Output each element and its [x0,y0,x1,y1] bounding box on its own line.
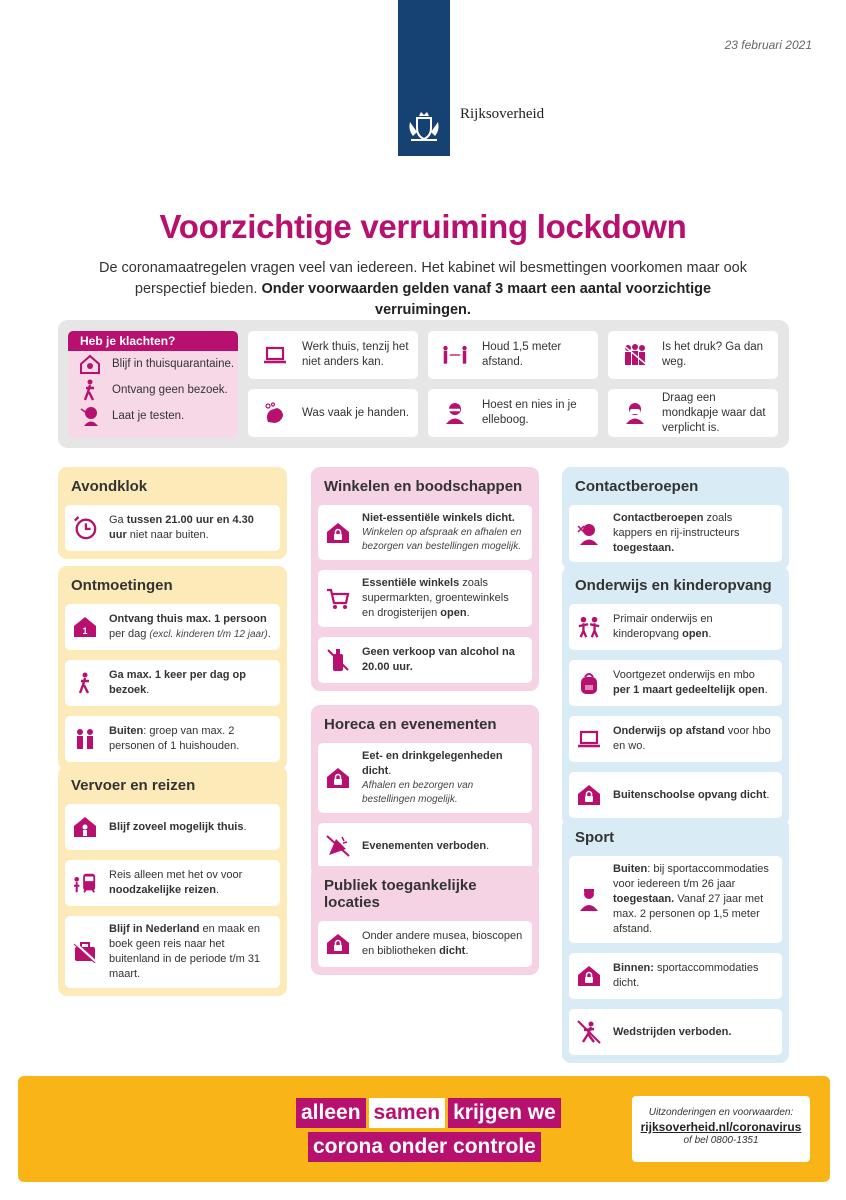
phone-text: of bel 0800-1351 [683,1135,759,1146]
contact-text: Contactberoepen zoals kappers en rij-instructeurs toegestaan. [613,512,740,554]
onderwijs-text: Onderwijs op afstand voor hbo en wo. [613,725,771,752]
vervoer-section [58,766,287,996]
ontmoetingen-text: Ontvang thuis max. 1 persoon per dag (excl. kinderen t/m 12 jaar). [109,613,271,640]
slogan [296,1098,564,1166]
ontmoetingen-text: Ga max. 1 keer per dag op bezoek. [109,669,246,696]
vervoer-text: Reis alleen met het ov voor noodzakelijke reizen. [109,869,243,896]
ontmoetingen-card [65,660,280,706]
section-title: Publiek toegankelijke locaties [324,877,477,911]
klachten-title: Heb je klachten? [68,331,238,351]
house-person-icon [73,814,97,840]
section-title: Horeca en evenementen [324,716,497,733]
general-measures [58,320,789,448]
winkelen-text: Essentiële winkels zoals supermarkten, groentewinkels en drogisterijen open. [362,577,509,619]
contact-section [562,467,789,570]
footer-banner [18,1076,830,1182]
horeca-card [318,743,532,813]
avondklok-card [65,505,280,551]
horeca-text: Evenementen verboden. [362,839,490,852]
publiek-text: Onder andere musea, bioscopen en bibliotheken dicht. [362,930,523,957]
backpack-icon [577,670,601,696]
vervoer-card [65,860,280,906]
svg-text:1: 1 [82,626,88,636]
winkelen-card [318,570,532,627]
info-label: Uitzonderingen en voorwaarden: [648,1107,794,1118]
section-title: Contactberoepen [575,478,699,495]
coat-of-arms-icon [407,112,441,142]
vervoer-card [65,804,280,850]
mondkapje-text: Draag een mondkapje waar dat verplicht is. [662,391,766,434]
druk-text: Is het druk? Ga dan weg. [662,341,764,368]
handen-card [248,389,418,437]
website-link[interactable]: rijksoverheid.nl/coronavirus [640,1120,802,1134]
horeca-section [311,705,539,877]
hairdresser-icon [577,521,601,547]
klachten-item [68,403,238,429]
avondklok-section [58,467,287,559]
intro-text: De coronamaatregelen vragen veel van iedereen. Het kabinet wil besmettingen voorkomen maar ook perspectief bieden. [98,260,748,297]
ontmoetingen-card [65,716,280,762]
vervoer-text: Blijf in Nederland en maak en boek geen reis naar het buitenland in de periode t/m 31 maart. [109,923,261,980]
contact-card [569,505,782,562]
face-mask-icon [622,400,648,426]
wash-hands-icon [262,400,288,426]
klachten-label: Ontvang geen bezoek. [112,384,228,396]
onderwijs-section [562,566,789,826]
winkelen-section [311,467,539,691]
ontmoetingen-section [58,566,287,770]
section-title: Avondklok [71,478,148,495]
winkelen-text: Geen verkoop van alcohol na 20.00 uur. [362,646,515,673]
closed-building-icon [326,765,350,791]
clock-icon [73,515,97,541]
no-travel-suitcase-icon [73,939,97,965]
afstand-text: Houd 1,5 meter afstand. [482,341,562,368]
children-icon [577,614,601,640]
sport-card [569,953,782,999]
section-title: Winkelen en boodschappen [324,478,523,495]
logo-emblem [398,0,450,156]
horeca-text: Eet- en drinkgelegenheden dicht. Afhalen en bezorgen van bestellingen mogelijk. [362,750,503,805]
test-swab-icon [78,405,102,427]
winkelen-text: Niet-essentiële winkels dicht. Winkelen op afspraak en afhalen en bezorgen van bestellingen mogelijk. [362,512,522,552]
onderwijs-text: Primair onderwijs en kinderopvang open. [613,613,713,640]
onderwijs-text: Buitenschoolse opvang dicht. [613,788,770,801]
ontmoetingen-card [65,604,280,650]
publiek-card [318,921,532,967]
werk-text: Werk thuis, tenzij het niet anders kan. [302,341,409,368]
afstand-card [428,331,598,379]
winkelen-card [318,505,532,560]
onderwijs-card [569,660,782,706]
logo-text: Rijksoverheid [460,106,545,122]
hoest-card [428,389,598,437]
sport-section [562,818,789,1063]
sport-text: Buiten: bij sportaccommodaties voor iedereen t/m 26 jaar toegestaan. Vanaf 27 jaar met max. 2 personen op 1,5 meter afstand. [613,863,769,935]
section-title: Vervoer en reizen [71,777,196,794]
shopping-cart-icon [326,586,350,612]
laptop-icon [577,726,601,752]
person-walking-icon [78,379,102,401]
closed-building-icon [577,963,601,989]
page-title: Voorzichtige verruiming lockdown [159,208,687,245]
closed-shop-icon [326,520,350,546]
person-walking-icon [73,670,97,696]
ontmoetingen-text: Buiten: groep van max. 2 personen of 1 huishouden. [109,725,240,752]
closed-building-icon [577,782,601,808]
section-title: Onderwijs en kinderopvang [575,577,772,594]
onderwijs-text: Voortgezet onderwijs en mbo per 1 maart gedeeltelijk open. [613,669,768,696]
date: 23 februari 2021 [724,38,812,52]
slogan-word: krijgen we [448,1098,561,1128]
handen-text: Was vaak je handen. [302,406,409,419]
avondklok-text: Ga tussen 21.00 uur en 4.30 uur niet naar buiten. [109,514,254,541]
section-title: Ontmoetingen [71,577,173,594]
vervoer-text: Blijf zoveel mogelijk thuis. [109,820,247,833]
winkelen-card [318,637,532,683]
crowd-icon [622,342,648,368]
horeca-card [318,823,532,869]
train-icon [73,870,97,896]
klachten-item [68,351,238,377]
vervoer-card [65,916,280,988]
laptop-icon [262,342,288,368]
section-title: Sport [575,829,615,846]
distance-icon [442,342,468,368]
druk-card [608,331,778,379]
slogan-word: alleen [296,1098,366,1128]
mondkapje-card [608,389,778,437]
no-competition-icon [577,1019,601,1045]
werk-thuis-card [248,331,418,379]
publiek-section [311,866,539,975]
intro-bold: Onder voorwaarden gelden vanaf 3 maart een aantal voorzichtige verruimingen. [261,281,712,318]
info-box [632,1096,810,1162]
two-people-icon [73,726,97,752]
klachten-label: Laat je testen. [112,410,185,422]
slogan-word: samen [369,1098,446,1128]
hoest-text: Hoest en nies in je elleboog. [482,399,577,426]
onderwijs-card [569,772,782,818]
closed-building-icon [326,931,350,957]
sport-card [569,1009,782,1055]
onderwijs-card [569,716,782,762]
cough-elbow-icon [442,400,468,426]
sport-text: Binnen: sportaccommodaties dicht. [613,962,759,989]
house-one-icon [73,614,97,640]
klachten-box [68,331,238,438]
sport-text: Wedstrijden verboden. [613,1025,732,1038]
intro [90,258,756,321]
klachten-item [68,377,238,403]
onderwijs-card [569,604,782,650]
slogan-word: corona onder controle [308,1132,541,1162]
klachten-label: Blijf in thuisquarantaine. [112,358,235,370]
sport-card [569,856,782,943]
athlete-icon [577,887,601,913]
no-alcohol-icon [326,647,350,673]
no-events-icon [326,833,350,859]
house-icon [78,353,102,375]
